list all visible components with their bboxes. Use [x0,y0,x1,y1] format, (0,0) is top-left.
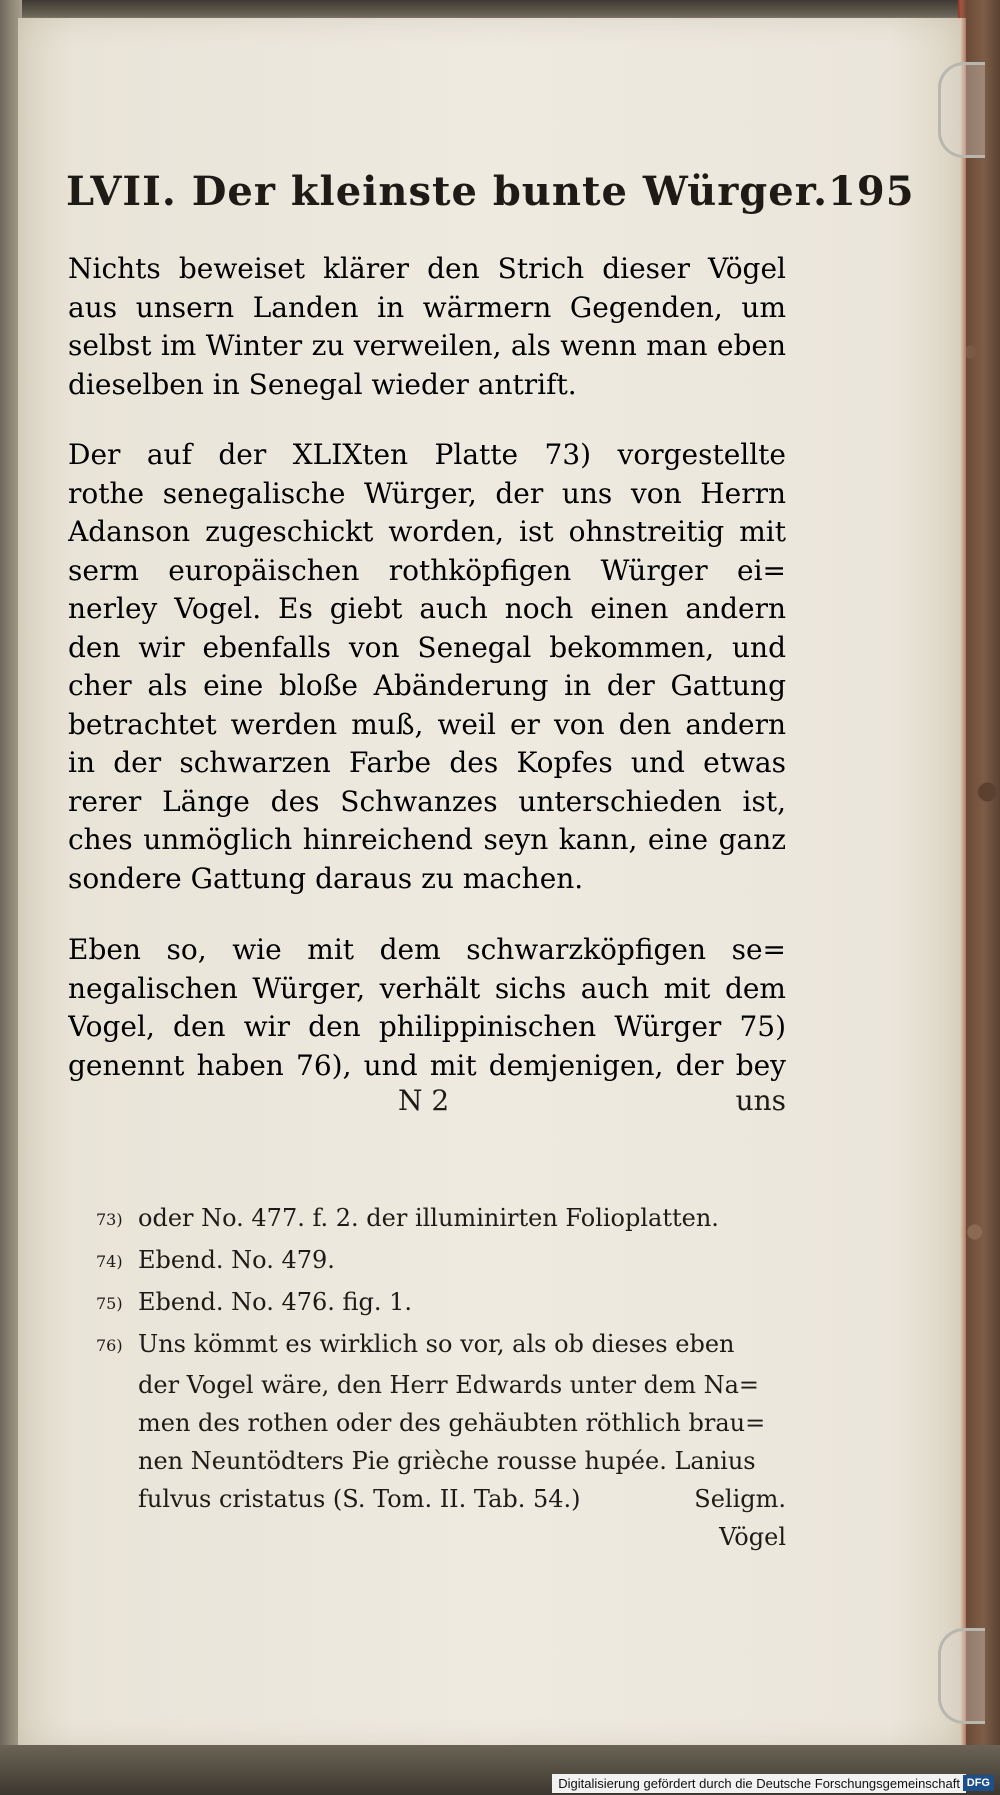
text-line: aus unsern Landen in wärmern Gegenden, um [68,290,786,324]
footnote [96,1282,786,1324]
signature-line [68,1084,786,1117]
page-clip-bottom [938,1628,985,1724]
funding-credit: Digitalisierung gefördert durch die Deutsche Forschungsgemeinschaft [552,1774,966,1793]
text-line: rothe senegalische Würger, der uns von Herrn [68,476,786,510]
text-line: betrachtet werden muß, weil er von den andern [68,707,786,741]
footnote-number: 76) [96,1336,123,1355]
running-header [66,168,915,215]
page-clip-top [938,62,985,158]
text-line: dieselben in Senegal wieder antrift. [68,367,577,401]
text-line: Eben so, wie mit dem schwarzköpfigen se= [68,933,786,966]
footnote-continuation: nen Neuntödters Pie grièche rousse hupée. Lanius [138,1447,756,1475]
page-number: 195 [828,168,915,215]
chapter-title: LVII. Der kleinste bunte Würger. [66,168,829,215]
footnote-text: Ebend. No. 479. [138,1246,335,1274]
text-line: Nichts beweiset klärer den Strich dieser Vögel [68,252,786,285]
text-line: serm europäischen rothköpfigen Würger ei= [68,553,786,587]
paragraph-2 [68,436,786,898]
paragraph-3 [68,931,786,1085]
text-line: negalischen Würger, verhält sichs auch mit dem [68,971,786,1005]
dfg-logo: DFG [963,1775,994,1791]
text-line: den wir ebenfalls von Senegal bekommen, und [68,630,786,664]
text-line: cher als eine bloße Abänderung in der Gattung [68,669,786,702]
text-line: nerley Vogel. Es giebt auch noch einen andern [68,592,786,625]
text-line: Der auf der XLIXten Platte 73) vorgestellte [68,438,786,471]
text-line: rerer Länge des Schwanzes unterschieden ist, [68,784,786,818]
text-line: Adanson zugeschickt worden, ist ohnstreitig mit [68,515,786,548]
footnote-continuation: der Vogel wäre, den Herr Edwards unter dem Na= [138,1371,760,1399]
footnote-text: Uns kömmt es wirklich so vor, als ob dieses eben [138,1330,735,1358]
footnote-continuation [96,1480,786,1518]
footnote-text: oder No. 477. f. 2. der illuminirten Folioplatten. [138,1204,719,1232]
footnote-latin: fulvus cristatus (S. Tom. II. Tab. 54.) [138,1485,581,1513]
text-line: in der schwarzen Farbe des Kopfes und etwas [68,746,786,779]
text-line: sondere Gattung daraus zu machen. [68,861,584,895]
footnote [96,1198,786,1240]
footnote-number: 74) [96,1252,123,1271]
footnote-number: 75) [96,1294,123,1313]
text-line: genennt haben 76), und mit demjenigen, der bey [68,1048,786,1082]
footnote-text: Ebend. No. 476. fig. 1. [138,1288,413,1316]
footnote-catchword: Vögel [719,1523,786,1551]
footnotes [96,1198,786,1556]
footnote [96,1324,786,1366]
footnote-continuation: men des rothen oder des gehäubten röthlich brau= [138,1409,766,1437]
catchword: uns [735,1084,786,1117]
footnote-author: Seligm. [694,1485,786,1513]
footnote-number: 73) [96,1210,123,1229]
footnote [96,1240,786,1282]
book-page [18,18,966,1748]
digitization-footer [0,1772,1000,1795]
text-line: selbst im Winter zu verweilen, als wenn man eben [68,329,786,362]
paragraph-1 [68,250,786,404]
text-line: Vogel, den wir den philippinischen Würger 75) [68,1010,786,1043]
text-line: ches unmöglich hinreichend seyn kann, eine ganz [68,823,786,856]
signature-mark: N 2 [398,1084,450,1117]
